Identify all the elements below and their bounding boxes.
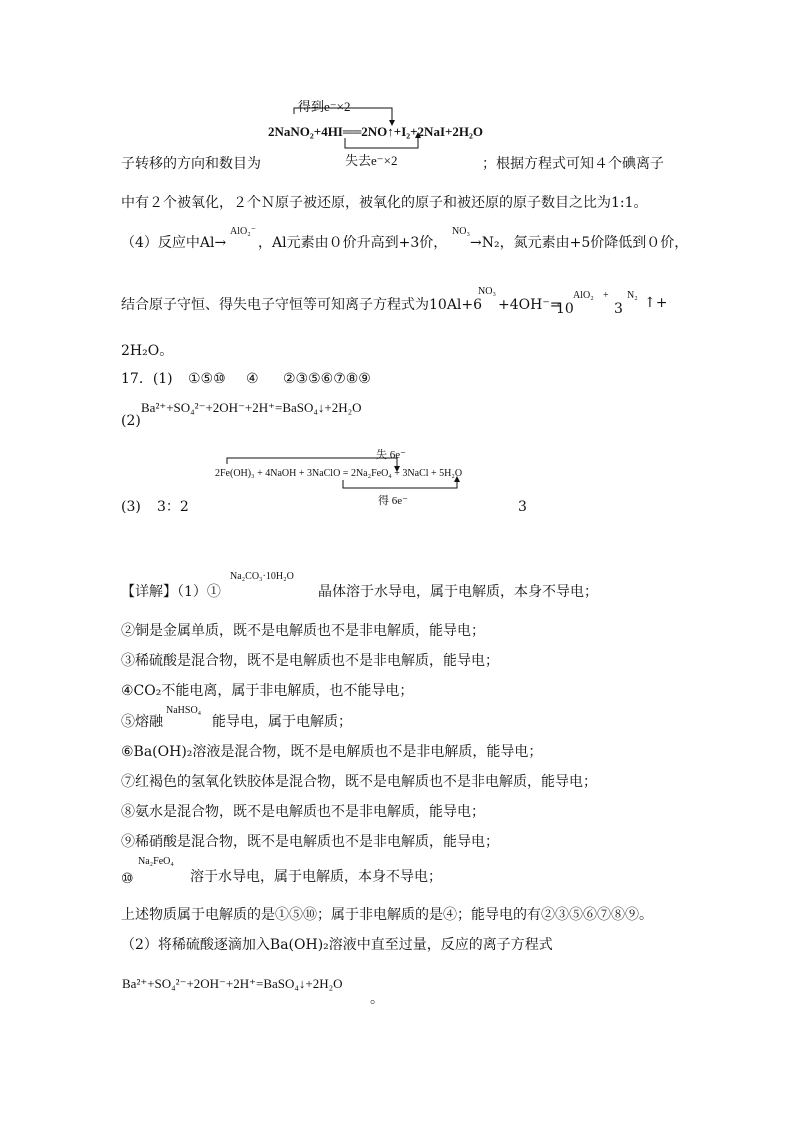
paragraph-2: 中有２个被氧化，２个Ｎ原子被还原，被氧化的原子和被还原的原子数目之比为1:1。: [121, 195, 648, 211]
paragraph-3-a: （4）反应中Al→: [121, 235, 227, 251]
detail-head: 【详解】（1）①: [121, 584, 221, 600]
equation-1: 2NaNO₂+4HI══2NO↑+I₂+2NaI+2H₂O: [268, 124, 484, 139]
item-10-b: 溶于水导电，属于电解质，本身不导电；: [190, 869, 442, 885]
p4-n2: N₂: [627, 290, 638, 301]
paragraph-3-c: →N₂，氮元素由+5价降低到０价，: [470, 235, 689, 251]
q17-3-ratio: 3：2: [157, 499, 189, 515]
paragraph-5: 2H₂O。: [121, 343, 174, 359]
gain-6e-label: 得 6e⁻: [378, 495, 408, 507]
item-8: ⑧氨水是混合物，既不是电解质也不是非电解质，能导电；: [121, 804, 485, 820]
part-2-text: （2）将稀硫酸逐滴加入Ba(OH)₂溶液中直至过量，反应的离子方程式: [121, 937, 553, 953]
item-5-formula: NaHSO₄: [166, 705, 202, 716]
paragraph-4-b: +4OH⁻=: [498, 297, 562, 313]
paragraph-1-post: ；根据方程式可知４个碘离子: [482, 156, 664, 172]
paragraph-3-b: ，Al元素由０价升高到+3价，: [258, 235, 448, 251]
p4-coef-3: 3: [614, 301, 623, 317]
final-equation: Ba²⁺+SO₄²⁻+2OH⁻+2H⁺=BaSO₄↓+2H₂O: [122, 976, 343, 991]
item-10-a: ⑩: [121, 871, 134, 887]
paragraph-1: [121, 155, 261, 173]
final-dot: 。: [370, 991, 384, 1007]
alo2-formula: AlO₂⁻: [230, 226, 256, 237]
item-9: ⑨稀硝酸是混合物，既不是电解质也不是非电解质，能导电；: [121, 834, 499, 850]
detail-formula: Na₂CO₃·10H₂O: [230, 571, 294, 582]
gain-electron-label: 得到e⁻×2: [298, 99, 351, 114]
item-5-a: ⑤熔融: [121, 714, 163, 730]
paragraph-4-c: ↑+: [644, 295, 668, 311]
item-5-b: 能导电，属于电解质；: [212, 714, 352, 730]
p4-coef-10: 10: [556, 301, 574, 317]
item-3: ③稀硫酸是混合物，既不是电解质也不是非电解质，能导电；: [121, 653, 499, 669]
q17-answer-2: ④: [246, 371, 259, 387]
q17-3-number: 3: [518, 499, 527, 515]
item-7: ⑦红褐色的氢氧化铁胶体是混合物，既不是电解质也不是非电解质，能导电；: [121, 774, 597, 790]
q17-answer-1: ①⑤⑩: [188, 371, 226, 387]
item-4: ④CO₂不能电离，属于非电解质，也不能导电；: [121, 683, 414, 699]
p1-pre: 子转移的方向和数目为: [121, 156, 261, 172]
transfer-lines-2: [215, 450, 515, 510]
p4-no3: NO₃: [478, 286, 496, 297]
summary: 上述物质属于电解质的是①⑤⑩；属于非电解质的是④；能导电的有②③⑤⑥⑦⑧⑨。: [121, 907, 653, 923]
equation-2: 2Fe(OH)₃ + 4NaOH + 3NaClO = 2Na₂FeO₄ + 3NaCl + 5H₂O: [215, 468, 463, 479]
paragraph-4-a: 结合原子守恒、得失电子守恒等可知离子方程式为10Al+6: [121, 297, 483, 313]
no3-formula: NO₃: [452, 226, 470, 237]
detail-tail: 晶体溶于水导电，属于电解质，本身不导电；: [318, 584, 598, 600]
item-6: ⑥Ba(OH)₂溶液是混合物，既不是电解质也不是非电解质，能导电；: [121, 744, 543, 760]
lose-electron-label: 失去e⁻×2: [345, 153, 398, 168]
q17-2-equation: Ba²⁺+SO₄²⁻+2OH⁻+2H⁺=BaSO₄↓+2H₂O: [141, 400, 362, 415]
q17-number: 17．(1): [121, 371, 173, 387]
item-10-formula: Na₂FeO₄: [138, 856, 174, 867]
q17-answer-3: ②③⑤⑥⑦⑧⑨: [283, 371, 371, 387]
item-2: ②铜是金属单质，既不是电解质也不是非电解质，能导电；: [121, 623, 485, 639]
lose-6e-label: 失 6e⁻: [376, 449, 406, 461]
q17-2-label: (2): [121, 413, 141, 429]
p4-alo2: AlO₂: [573, 290, 594, 301]
p4-plus: +: [603, 290, 609, 301]
q17-3-label: (3): [121, 499, 141, 515]
